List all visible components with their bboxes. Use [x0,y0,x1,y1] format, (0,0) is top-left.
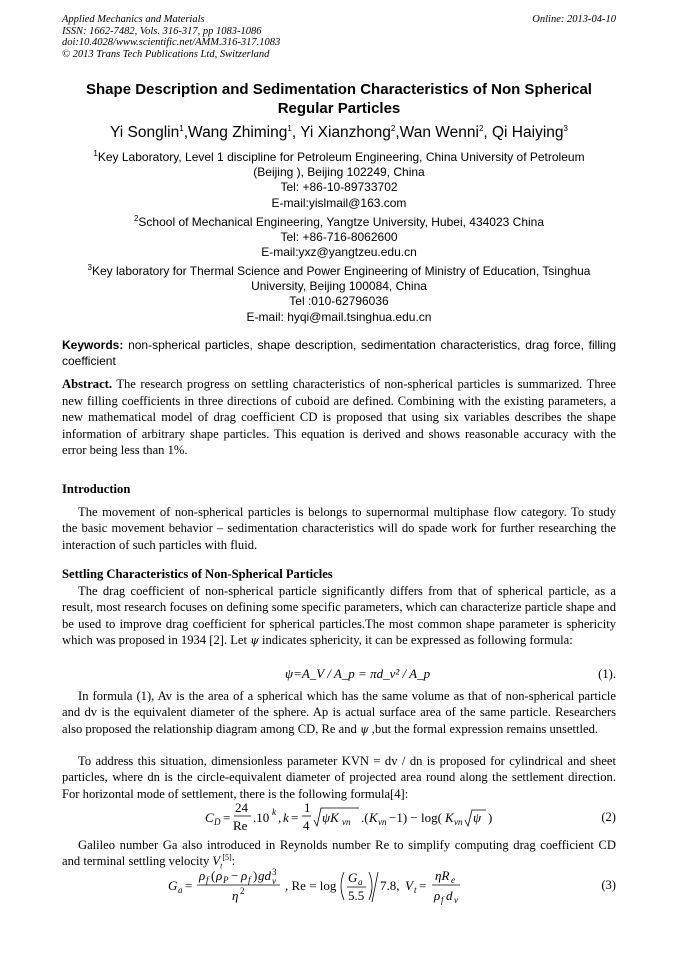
intro-paragraph: The movement of non-spherical particles is belongs to supernormal multiphase flow category. To study the basic movement behavior – sedimentation characteristics will do spade work for further researching the interaction of such particles with fluid. [62,505,616,552]
settling-paragraph-1 [62,583,616,649]
svg-text:Re: Re [233,818,248,833]
svg-text:,: , [278,810,282,825]
issn-line: ISSN: 1662-7482, Vols. 316-317, pp 1083-1086 [62,25,262,37]
aff-tel: Tel: +86-716-8062600 [280,230,398,245]
svg-text:ψ: ψ [473,810,482,825]
aff-line: (Beijing ), Beijing 102249, China [253,165,425,180]
svg-text:1: 1 [304,800,311,815]
section-heading-introduction: Introduction [62,482,131,496]
svg-text:ρ: ρ [199,868,206,883]
svg-text:.10: .10 [253,810,270,825]
svg-text:f: f [206,875,209,885]
author-name: ,Wan Wenni [395,124,479,141]
online-date: Online: 2013-04-10 [532,14,616,25]
svg-text:a: a [178,885,183,895]
journal-name: Applied Mechanics and Materials [62,14,205,25]
author-sup: 1 [287,123,292,133]
equation-2 [205,800,505,834]
svg-text:f: f [441,895,444,905]
equation-number-1: (1). [598,667,616,681]
aff-line: University, Beijing 100084, China [251,279,427,294]
aff-line: Key Laboratory, Level 1 discipline for Petroleum Engineering, China University of Petroleum [97,150,585,164]
aff-sup: 2 [133,214,139,223]
svg-text:.(: .( [361,810,369,825]
svg-text:vn: vn [454,817,463,827]
para-text: Galileo number Ga also introduced in Reynolds number Re to simplify computing drag coefficient CD and terminal settling velocity [62,838,616,869]
settling-paragraph-2 [62,688,616,738]
para-text: The drag coefficient of non-spherical particle significantly differs from that of spherical particle, as a result, most research focuses on defining some specific parameters, which can characterize particle shape and be used to improve drag coefficient for spherical particles.The most common shape parameter is sphericity which was proposed in 1934 [2]. Let [62,584,616,647]
svg-text:K: K [445,810,454,825]
psi-symbol: ψ [250,633,259,647]
svg-text:D: D [214,817,221,827]
keywords [62,338,616,369]
svg-text:ρ: ρ [216,868,223,883]
affiliation-2 [62,215,616,261]
svg-text:k: k [283,810,289,825]
svg-text:=: = [185,878,193,893]
author-name: , Qi Haiying [483,124,564,141]
svg-text:4: 4 [303,818,310,833]
svg-text:K: K [369,810,378,825]
svg-text:−1) − log(: −1) − log( [389,810,442,825]
svg-text:ψK: ψK [322,810,339,825]
svg-text:G: G [348,870,358,885]
author-name: , Yi Xianzhong [291,124,391,141]
svg-text:7.8,: 7.8, [380,878,400,893]
para-text: indicates sphericity, it can be expressed as following formula: [261,632,573,647]
keywords-text: non-spherical particles, shape description, sedimentation characteristics, drag force, filling coefficient [62,338,616,368]
svg-text:): ) [253,868,258,883]
aff-email: E-mail: hyqi@mail.tsinghua.edu.cn [246,309,432,324]
settling-paragraph-3: To address this situation, dimensionless parameter KVN = dv / dn is proposed for cylindrical and sheet particles, where dn is the circle-equivalent diameter of projected area round along the settlement direction. For horizontal mode of settlement, there is the following formula[4]: [62,754,616,801]
svg-text:C: C [205,810,214,825]
psi-symbol: ψ [360,722,369,736]
svg-text:=: = [223,810,231,825]
svg-text:3: 3 [272,867,277,877]
svg-text:V: V [405,878,413,893]
svg-text:f: f [248,875,251,885]
affiliation-1 [62,150,616,211]
para-text: In formula (1), Av is the area of a spherical which has the same volume as that of non-spherical particle and dv is the equivalent diameter of the sphere. Ap is actual surface area of the same particle. Researchers also proposed the relationship diagram among CD, Re and [62,689,616,736]
aff-tel: Tel: +86-10-89733702 [280,180,398,195]
svg-text:ηR: ηR [435,868,450,883]
equation-1: ψ=A_V / A_p = πd_v² / A_p [285,666,431,681]
affiliation-3 [62,264,616,325]
title-line-2: Regular Particles [277,100,401,117]
svg-text:=: = [291,810,299,825]
svg-text:gd: gd [258,868,271,883]
svg-text:v: v [272,876,276,886]
svg-text:=: = [419,878,427,893]
svg-text:k: k [272,807,276,817]
doi-line: doi:10.4028/www.scientific.net/AMM.316-317.1083 [62,37,281,48]
equation-number-2: (2) [601,810,616,824]
svg-text:, Re = log: , Re = log [285,878,337,893]
author-sup: 2 [390,123,396,133]
svg-text:24: 24 [235,800,248,815]
title-line-1: Shape Description and Sedimentation Characteristics of Non Spherical [86,81,592,98]
abstract-text: The research progress on settling characteristics of non-spherical particles is summarized. Three new filling coefficients in three directions of cuboid are defined. Combining with the existing parameters, a new mathematical model of drag coefficient CD is proposed that using six variables describes the shape information of arbitrary shape particles. This equation is derived and shows reasonable accuracy with the error being less than 1%. [62,377,616,457]
abstract-label: Abstract. [62,377,113,391]
svg-text:v: v [454,895,458,905]
svg-text:): ) [488,810,493,825]
para-text: ,but the formal expression remains unsettled. [371,721,599,736]
aff-line: School of Mechanical Engineering, Yangtze University, Hubei, 434023 China [138,215,545,229]
author-sup: 1 [179,123,184,133]
svg-text:(: ( [211,868,216,883]
svg-text:d: d [446,888,453,903]
section-heading-settling: Settling Characteristics of Non-Spherical Particles [62,567,333,581]
aff-tel: Tel :010-62796036 [289,294,389,309]
svg-text:5.5: 5.5 [348,888,365,903]
vt-symbol: $V_t$ [212,854,223,871]
aff-email: E-mail:yxz@yangtzeu.edu.cn [261,245,417,260]
svg-text:a: a [358,877,363,887]
abstract [62,376,616,459]
svg-text:−: − [231,868,239,883]
author-name: Yi Songlin [110,124,180,141]
author-sup: 2 [478,123,484,133]
journal-header [62,14,280,60]
svg-text:ρ: ρ [241,868,248,883]
svg-text:2: 2 [240,886,245,896]
svg-text:vn: vn [378,817,387,827]
paper-title [62,80,616,118]
author-sup: 3 [563,123,568,133]
svg-text:t: t [414,885,417,895]
aff-sup: 1 [93,149,98,158]
equation-3 [168,866,468,908]
svg-text:ρ: ρ [434,888,441,903]
para-text: : [231,854,236,869]
svg-text:G: G [168,878,178,893]
author-name: ,Wang Zhiming [183,124,288,141]
svg-text:η: η [232,888,239,903]
ref-sup: [5] [222,853,232,863]
svg-text:P: P [223,875,229,885]
keywords-label: Keywords: [62,338,124,352]
author-list [62,124,616,142]
copyright-line: © 2013 Trans Tech Publications Ltd, Switzerland [62,48,270,60]
svg-text:e: e [451,875,455,885]
aff-line: Key laboratory for Thermal Science and Power Engineering of Ministry of Education, Tsinghua [91,264,591,278]
equation-number-3: (3) [601,878,616,892]
svg-text:vn: vn [342,817,351,827]
aff-email: E-mail:yislmail@163.com [271,195,407,210]
aff-sup: 3 [87,263,92,272]
